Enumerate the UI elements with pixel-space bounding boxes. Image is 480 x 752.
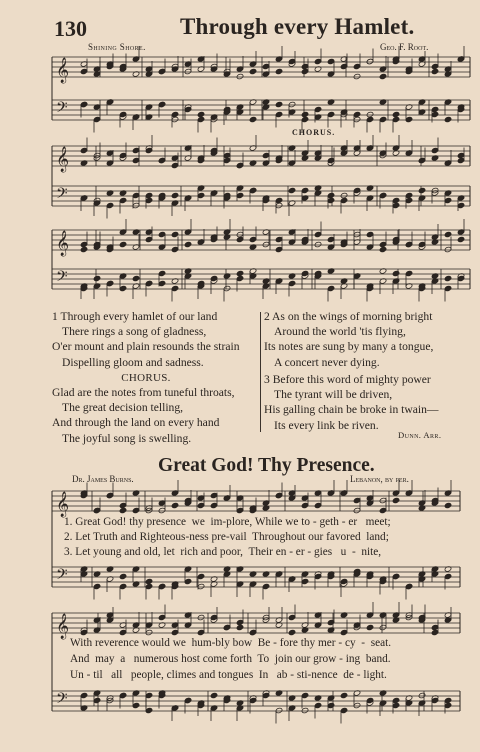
- verse-line: Dispelling gloom and sadness.: [62, 355, 204, 369]
- svg-text:𝄢: 𝄢: [56, 690, 68, 710]
- composer-name: Geo. F. Root.: [380, 42, 429, 52]
- verse-line: Its every link be riven.: [274, 418, 379, 432]
- composer-name: Dr. James Burns.: [72, 474, 134, 484]
- verse-line: Glad are the notes from tuneful throats,: [52, 386, 235, 399]
- verse-3: [264, 372, 439, 433]
- verse-line: His galling chain be broke in twain—: [264, 403, 439, 417]
- lyric-line: 2. Let Truth and Righteous-ness pre-vail Throughout our favored land;: [64, 531, 389, 543]
- column-divider: [260, 312, 261, 432]
- verse-line: 2 As on the wings of morning bright: [264, 310, 433, 323]
- verse-line: The great decision telling,: [62, 401, 184, 415]
- verse-line: A concert never dying.: [274, 355, 380, 369]
- chorus-label: CHORUS.: [121, 372, 171, 384]
- verse-line: There rings a song of gladness,: [62, 325, 207, 339]
- tune-name: Lebanon, by per.: [350, 474, 409, 484]
- page-number: 130: [54, 16, 87, 41]
- lyric-line: With reverence would we hum-bly bow Be - fore thy mer - cy - seat.: [70, 637, 392, 649]
- verse-line: The joyful song is swelling.: [62, 431, 192, 445]
- lyric-line: And may a numerous host come forth To join our grow - ing band.: [70, 653, 391, 665]
- hymn-title: Through every Hamlet.: [180, 14, 415, 39]
- lyric-line: 3. Let young and old, let rich and poor, Their en - er - gies u - nite,: [64, 546, 382, 558]
- svg-text:𝄞: 𝄞: [56, 230, 70, 255]
- lyric-line: Un - til all people, climes and tongues In ab - sti-nence de - light.: [70, 669, 387, 681]
- svg-text:𝄢: 𝄢: [56, 268, 68, 288]
- chorus-heading: CHORUS.: [292, 128, 336, 137]
- hymn-title: Great God! Thy Presence.: [158, 455, 375, 476]
- verse-line: And through the land on every hand: [52, 416, 220, 430]
- lyric-line: 1. Great God! thy presence we im-plore, While we to - geth - er meet;: [64, 516, 391, 528]
- svg-text:𝄢: 𝄢: [56, 99, 68, 119]
- svg-text:𝄢: 𝄢: [56, 185, 68, 205]
- svg-text:𝄢: 𝄢: [56, 566, 68, 586]
- verse-line: The tyrant will be driven,: [274, 388, 393, 402]
- verse-line: Its notes are sung by many a tongue,: [264, 340, 434, 354]
- svg-text:𝄞: 𝄞: [56, 146, 70, 171]
- verse-line: O'er mount and plain resounds the strain: [52, 340, 240, 354]
- svg-text:𝄞: 𝄞: [56, 613, 70, 638]
- tune-name: Shining Shore.: [88, 42, 146, 52]
- verse-line: 3 Before this word of mighty power: [264, 373, 431, 386]
- verse-2: [264, 309, 433, 370]
- verse-line: 1 Through every hamlet of our land: [52, 310, 218, 323]
- chorus-text: [52, 385, 235, 446]
- svg-text:𝄞: 𝄞: [56, 57, 70, 82]
- arranger-credit: Dunn. Arr.: [398, 430, 442, 440]
- verse-1: [52, 309, 240, 370]
- verse-line: Around the world 'tis flying,: [274, 325, 406, 339]
- svg-text:𝄞: 𝄞: [56, 491, 70, 516]
